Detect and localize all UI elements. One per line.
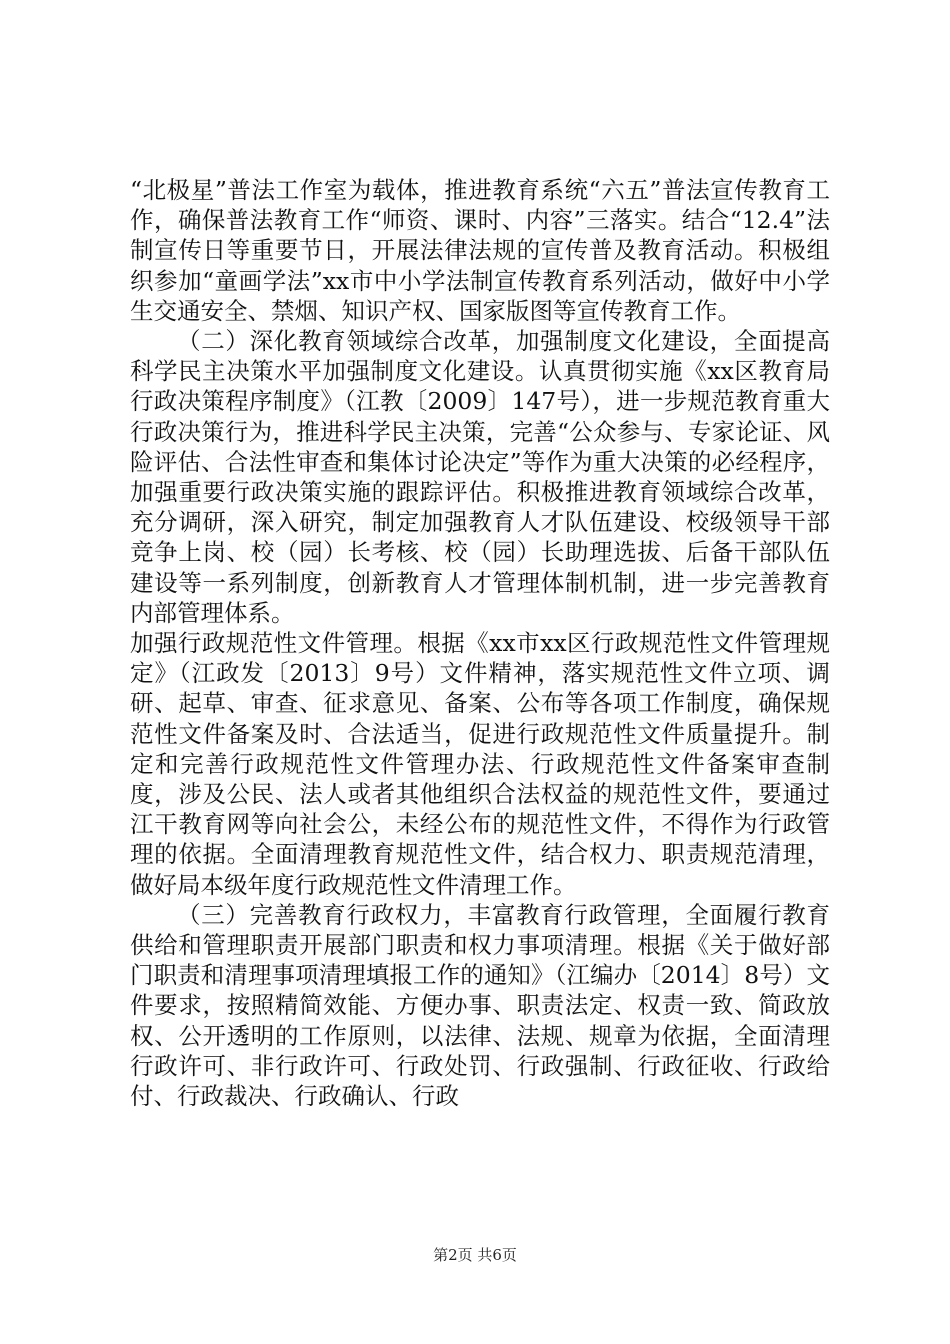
page-number-footer: 第2页 共6页 bbox=[433, 1246, 517, 1264]
paragraph-4: （三）完善教育行政权力，丰富教育行政管理，全面履行教育供给和管理职责开展部门职责和权力事项清理。根据《关于做好部门职责和清理事项清理填报工作的通知》（江编办〔2014〕8号）文件要求，按照精简效能、方便办事、职责法定、权责一致、简政放权、公开透明的工作原则，以法律、法规、规章为依据，全面清理行政许可、非行政许可、行政处罚、行政强制、行政征收、行政给付、行政裁决、行政确认、行政 bbox=[130, 900, 830, 1111]
document-body bbox=[130, 175, 830, 1111]
paragraph-3: 加强行政规范性文件管理。根据《xx市xx区行政规范性文件管理规定》（江政发〔2013〕9号）文件精神，落实规范性文件立项、调研、起草、审查、征求意见、备案、公布等各项工作制度，确保规范性文件备案及时、合法适当，促进行政规范性文件质量提升。制定和完善行政规范性文件管理办法、行政规范性文件备案审查制度，涉及公民、法人或者其他组织合法权益的规范性文件，要通过江干教育网等向社会公，未经公布的规范性文件，不得作为行政管理的依据。全面清理教育规范性文件，结合权力、职责规范清理，做好局本级年度行政规范性文件清理工作。 bbox=[130, 629, 830, 899]
paragraph-1: “北极星”普法工作室为载体，推进教育系统“六五”普法宣传教育工作，确保普法教育工作“师资、课时、内容”三落实。结合“12.4”法制宣传日等重要节日，开展法律法规的宣传普及教育活动。积极组织参加“童画学法”xx市中小学法制宣传教育系列活动，做好中小学生交通安全、禁烟、知识产权、国家版图等宣传教育工作。 bbox=[130, 176, 830, 325]
paragraph-2: （二）深化教育领域综合改革，加强制度文化建设，全面提高科学民主决策水平加强制度文化建设。认真贯彻实施《xx区教育局行政决策程序制度》（江教〔2009〕147号），进一步规范教育重大行政决策行为，推进科学民主决策，完善“公众参与、专家论证、风险评估、合法性审查和集体讨论决定”等作为重大决策的必经程序，加强重要行政决策实施的跟踪评估。积极推进教育领域综合改革，充分调研，深入研究，制定加强教育人才队伍建设、校级领导干部竞争上岗、校（园）长考核、校（园）长助理选拔、后备干部队伍建设等一系列制度，创新教育人才管理体制机制，进一步完善教育内部管理体系。 bbox=[130, 327, 830, 627]
